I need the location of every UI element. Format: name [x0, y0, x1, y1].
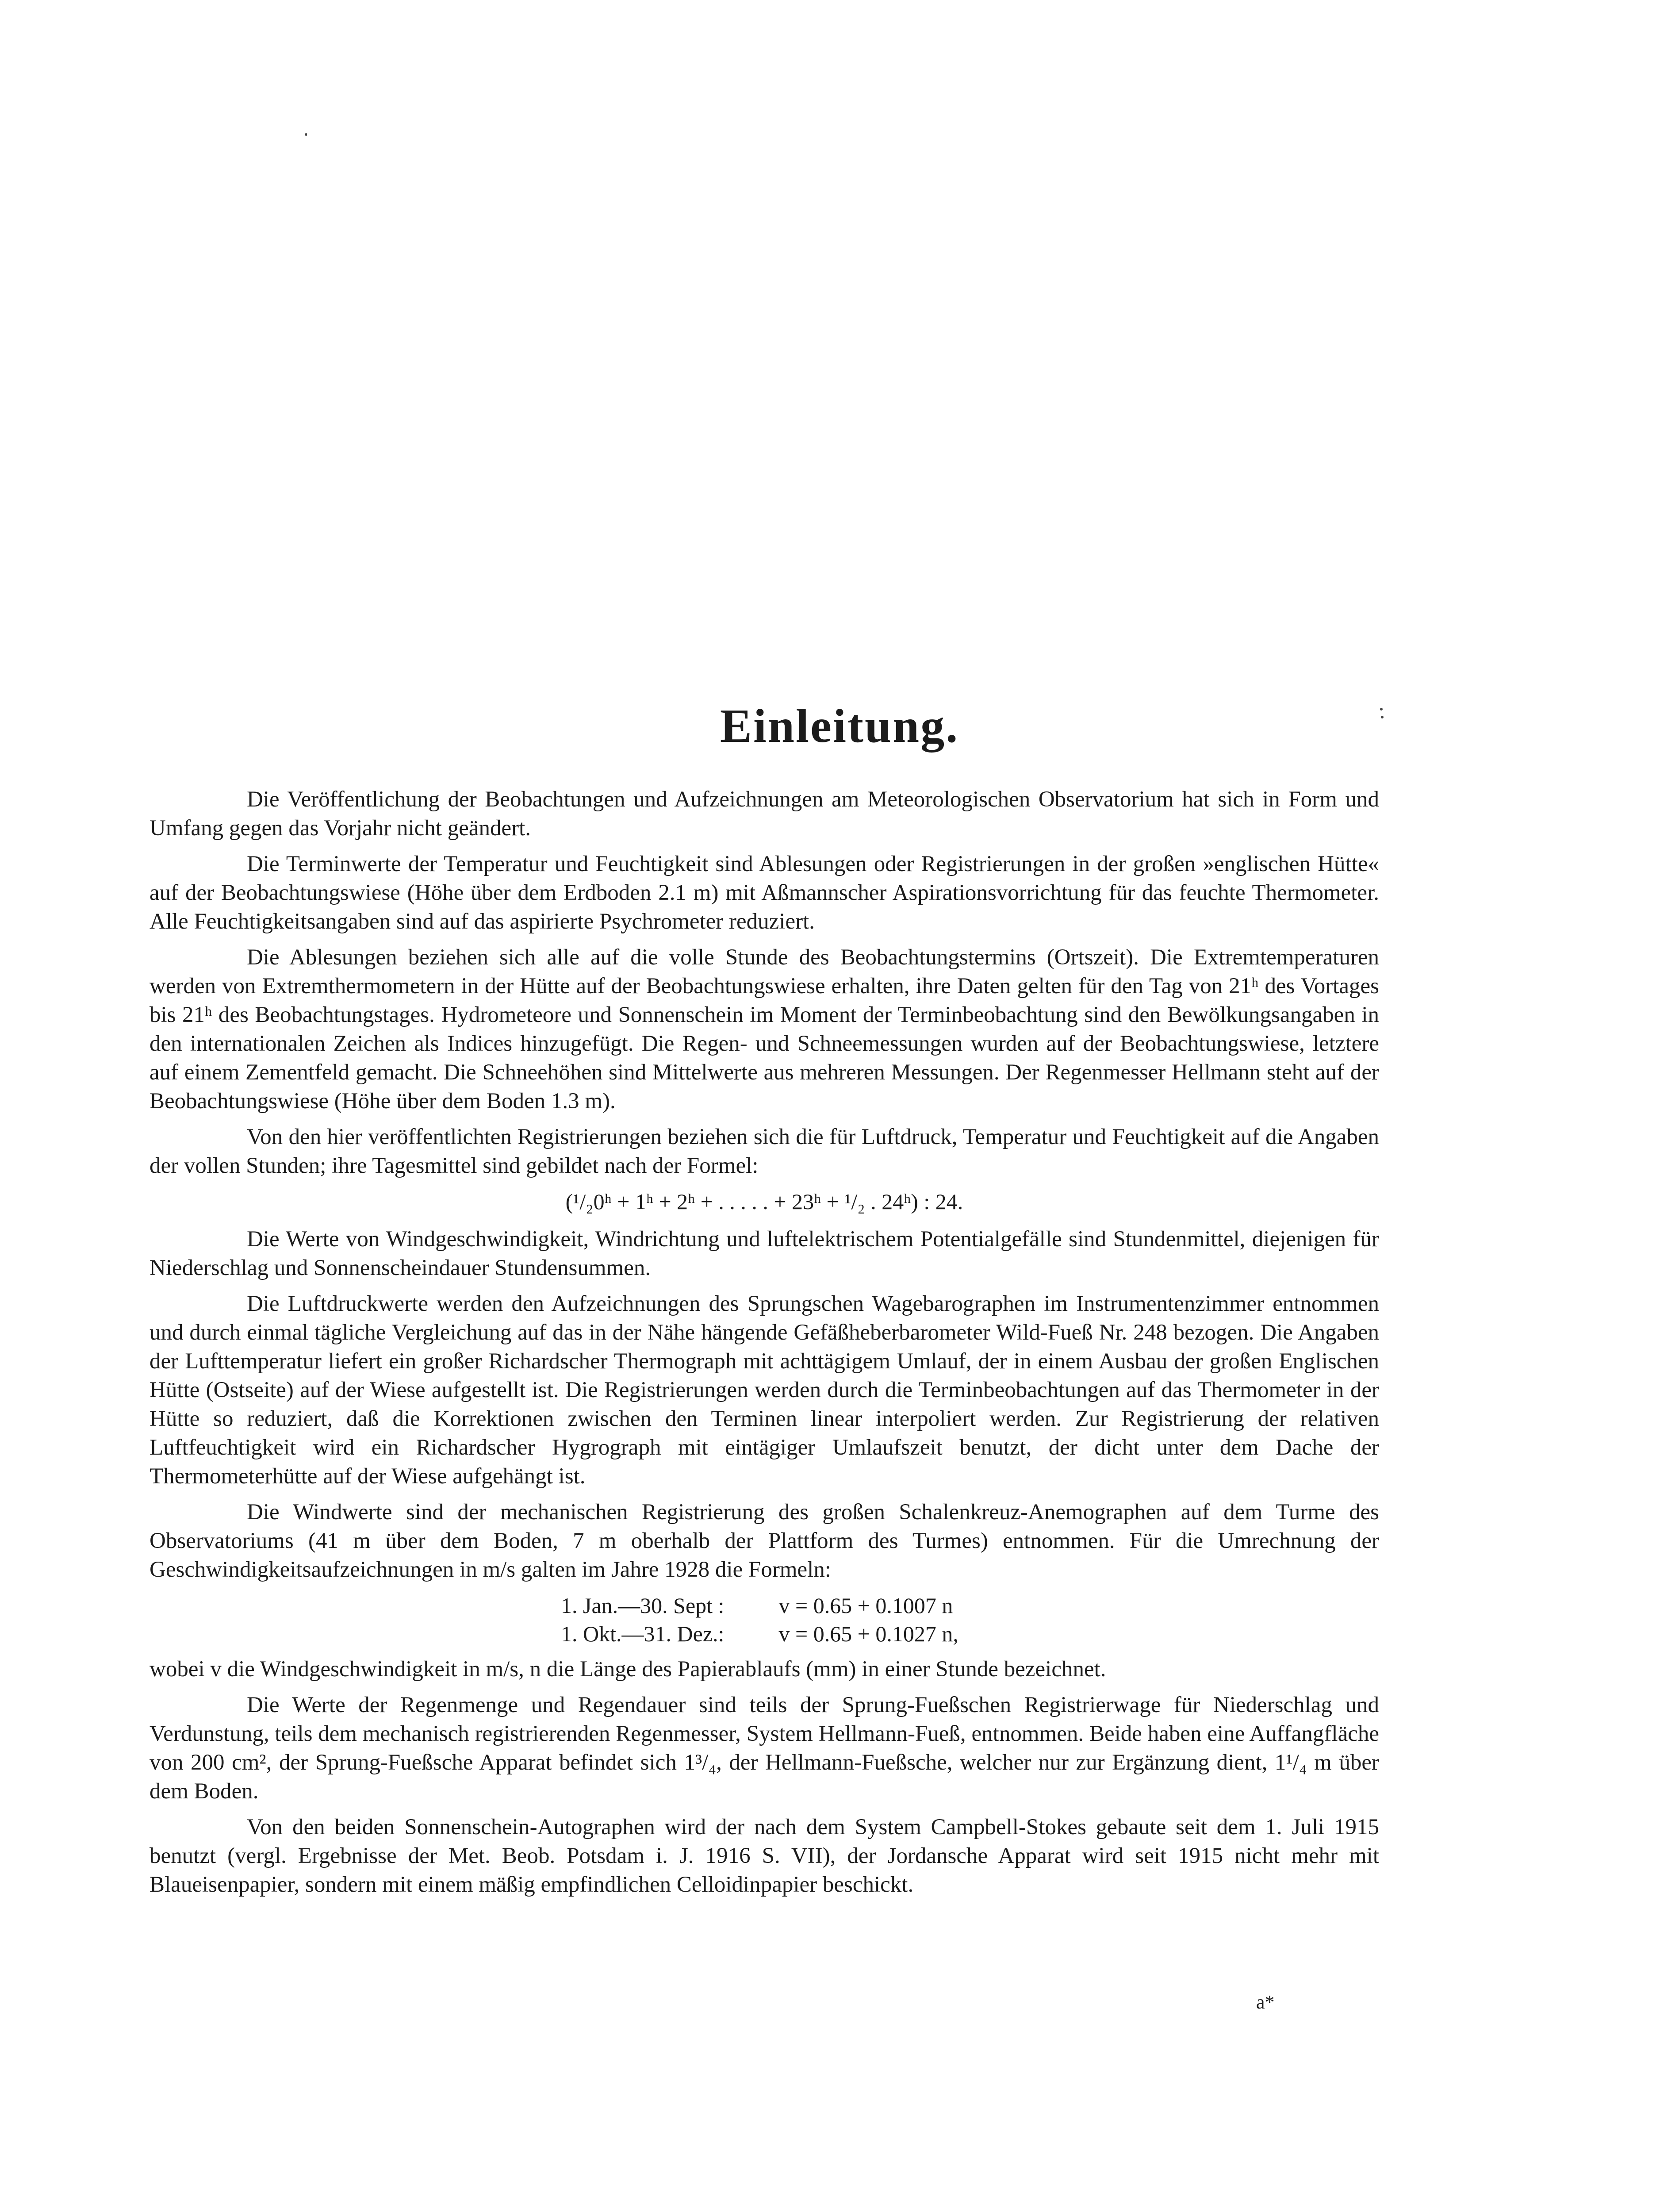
- paragraph-wind-explanation: wobei v die Windgeschwindigkeit in m/s, n die Länge des Papierablaufs (mm) in einer Stunde bezeichnet.: [150, 1657, 1106, 1682]
- paragraph-terminwerte: Die Terminwerte der Temperatur und Feuchtigkeit sind Ablesungen oder Registrierungen in der großen »englischen Hütte« auf der Beobachtungswiese (Höhe über dem Erdboden 2.1 m) mit Aßmannscher Aspirationsvorrichtung für das feuchte Thermometer. Alle Feuchtigkeitsangaben sind auf das aspirierte Psychrometer reduziert.: [150, 852, 1379, 934]
- wind-formula-period: 1. Jan.—30. Sept :: [561, 1593, 724, 1618]
- signature-mark: a*: [1256, 1991, 1275, 2013]
- wind-formula-row: [561, 1620, 1379, 1648]
- daily-mean-formula: (¹/₂0ʰ + 1ʰ + 2ʰ + . . . . . + 23ʰ + ¹/₂ . 24ʰ) : 24.: [565, 1189, 963, 1214]
- paragraph-ablesungen: Die Ablesungen beziehen sich alle auf die volle Stunde des Beobachtungstermins (Ortszeit). Die Extremtemperaturen werden von Extremthermometern in der Hütte auf der Beobachtungswiese erhalten, ihre Daten gelten für den Tag von 21ʰ des Vortages bis 21ʰ des Beobachtungstages. Hydrometeore und Sonnenschein im Moment der Terminbeobachtung sind den Bewölkungsangaben in den internationalen Zeichen als Indices hinzugefügt. Die Regen- und Schneemessungen wurden auf der Beobachtungswiese, letztere auf einem Zementfeld gemacht. Die Schneehöhen sind Mittelwerte aus mehreren Messungen. Der Regenmesser Hellmann steht auf der Beobachtungswiese (Höhe über dem Boden 1.3 m).: [150, 945, 1379, 1114]
- paragraph-windgeschwindigkeit: Die Werte von Windgeschwindigkeit, Windrichtung und luftelektrischem Potentialgefälle sind Stundenmittel, diejenigen für Niederschlag und Sonnenscheindauer Stundensummen.: [150, 1227, 1379, 1280]
- scan-speck: [1380, 708, 1383, 710]
- scan-speck: [1381, 716, 1384, 718]
- wind-formula-period: 1. Okt.—31. Dez.:: [561, 1621, 724, 1646]
- wind-formula-row: [561, 1591, 1379, 1620]
- paragraph-luftdruck: Die Luftdruckwerte werden den Aufzeichnungen des Sprungschen Wagebarographen im Instrumentenzimmer entnommen und durch einmal tägliche Vergleichung auf das in der Nähe hängende Gefäßheberbarometer Wild-Fueß Nr. 248 bezogen. Die Angaben der Lufttemperatur liefert ein großer Richardscher Thermograph mit achttägigem Umlauf, der in einem Ausbau der großen Englischen Hütte (Ostseite) auf der Wiese aufgestellt ist. Die Registrierungen werden durch die Terminbeobachtungen auf das Thermometer in der Hütte so reduziert, daß die Korrektionen zwischen den Terminen linear interpoliert werden. Zur Registrierung der relativen Luftfeuchtigkeit wird ein Richardscher Hygrograph mit eintägiger Umlaufszeit benutzt, der dicht unter dem Dache der Thermometerhütte auf der Wiese aufgehängt ist.: [150, 1291, 1379, 1489]
- scan-speck: [305, 133, 307, 136]
- page-title: Einleitung.: [720, 700, 959, 753]
- paragraph-regenmenge: Die Werte der Regenmenge und Regendauer sind teils der Sprung-Fueßschen Registrierwage für Niederschlag und Verdunstung, teils dem mechanisch registrierenden Regenmesser, System Hellmann-Fueß, entnommen. Beide haben eine Auffangfläche von 200 cm², der Sprung-Fueßsche Apparat befindet sich 1³/₄, der Hellmann-Fueßsche, welcher nur zur Ergänzung dient, 1¹/₄ m über dem Boden.: [150, 1693, 1379, 1804]
- paragraph-sonnenschein: Von den beiden Sonnenschein-Autographen wird der nach dem System Campbell-Stokes gebaute seit dem 1. Juli 1915 benutzt (vergl. Ergebnisse der Met. Beob. Potsdam i. J. 1916 S. VII), der Jordansche Apparat wird seit 1915 nicht mehr mit Blaueisenpapier, sondern mit einem mäßig empfindlichen Celloidinpapier beschickt.: [150, 1815, 1379, 1897]
- paragraph-registrierungen: Von den hier veröffentlichten Registrierungen beziehen sich die für Luftdruck, Temperatur und Feuchtigkeit auf die Angaben der vollen Stunden; ihre Tagesmittel sind gebildet nach der Formel:: [150, 1125, 1379, 1178]
- wind-formula-expression: v = 0.65 + 0.1007 n: [778, 1593, 953, 1618]
- wind-formulas: [150, 1591, 1379, 1648]
- paragraph-windwerte: Die Windwerte sind der mechanischen Registrierung des großen Schalenkreuz-Anemographen auf dem Turme des Observatoriums (41 m über dem Boden, 7 m oberhalb der Plattform des Turmes) entnommen. Für die Umrechnung der Geschwindigkeitsaufzeichnungen in m/s galten im Jahre 1928 die Formeln:: [150, 1500, 1379, 1582]
- body-text: [150, 785, 1379, 1906]
- paragraph-publication: Die Veröffentlichung der Beobachtungen und Aufzeichnungen am Meteorologischen Observatorium hat sich in Form und Umfang gegen das Vorjahr nicht geändert.: [150, 787, 1379, 841]
- wind-formula-expression: v = 0.65 + 0.1027 n,: [778, 1621, 958, 1646]
